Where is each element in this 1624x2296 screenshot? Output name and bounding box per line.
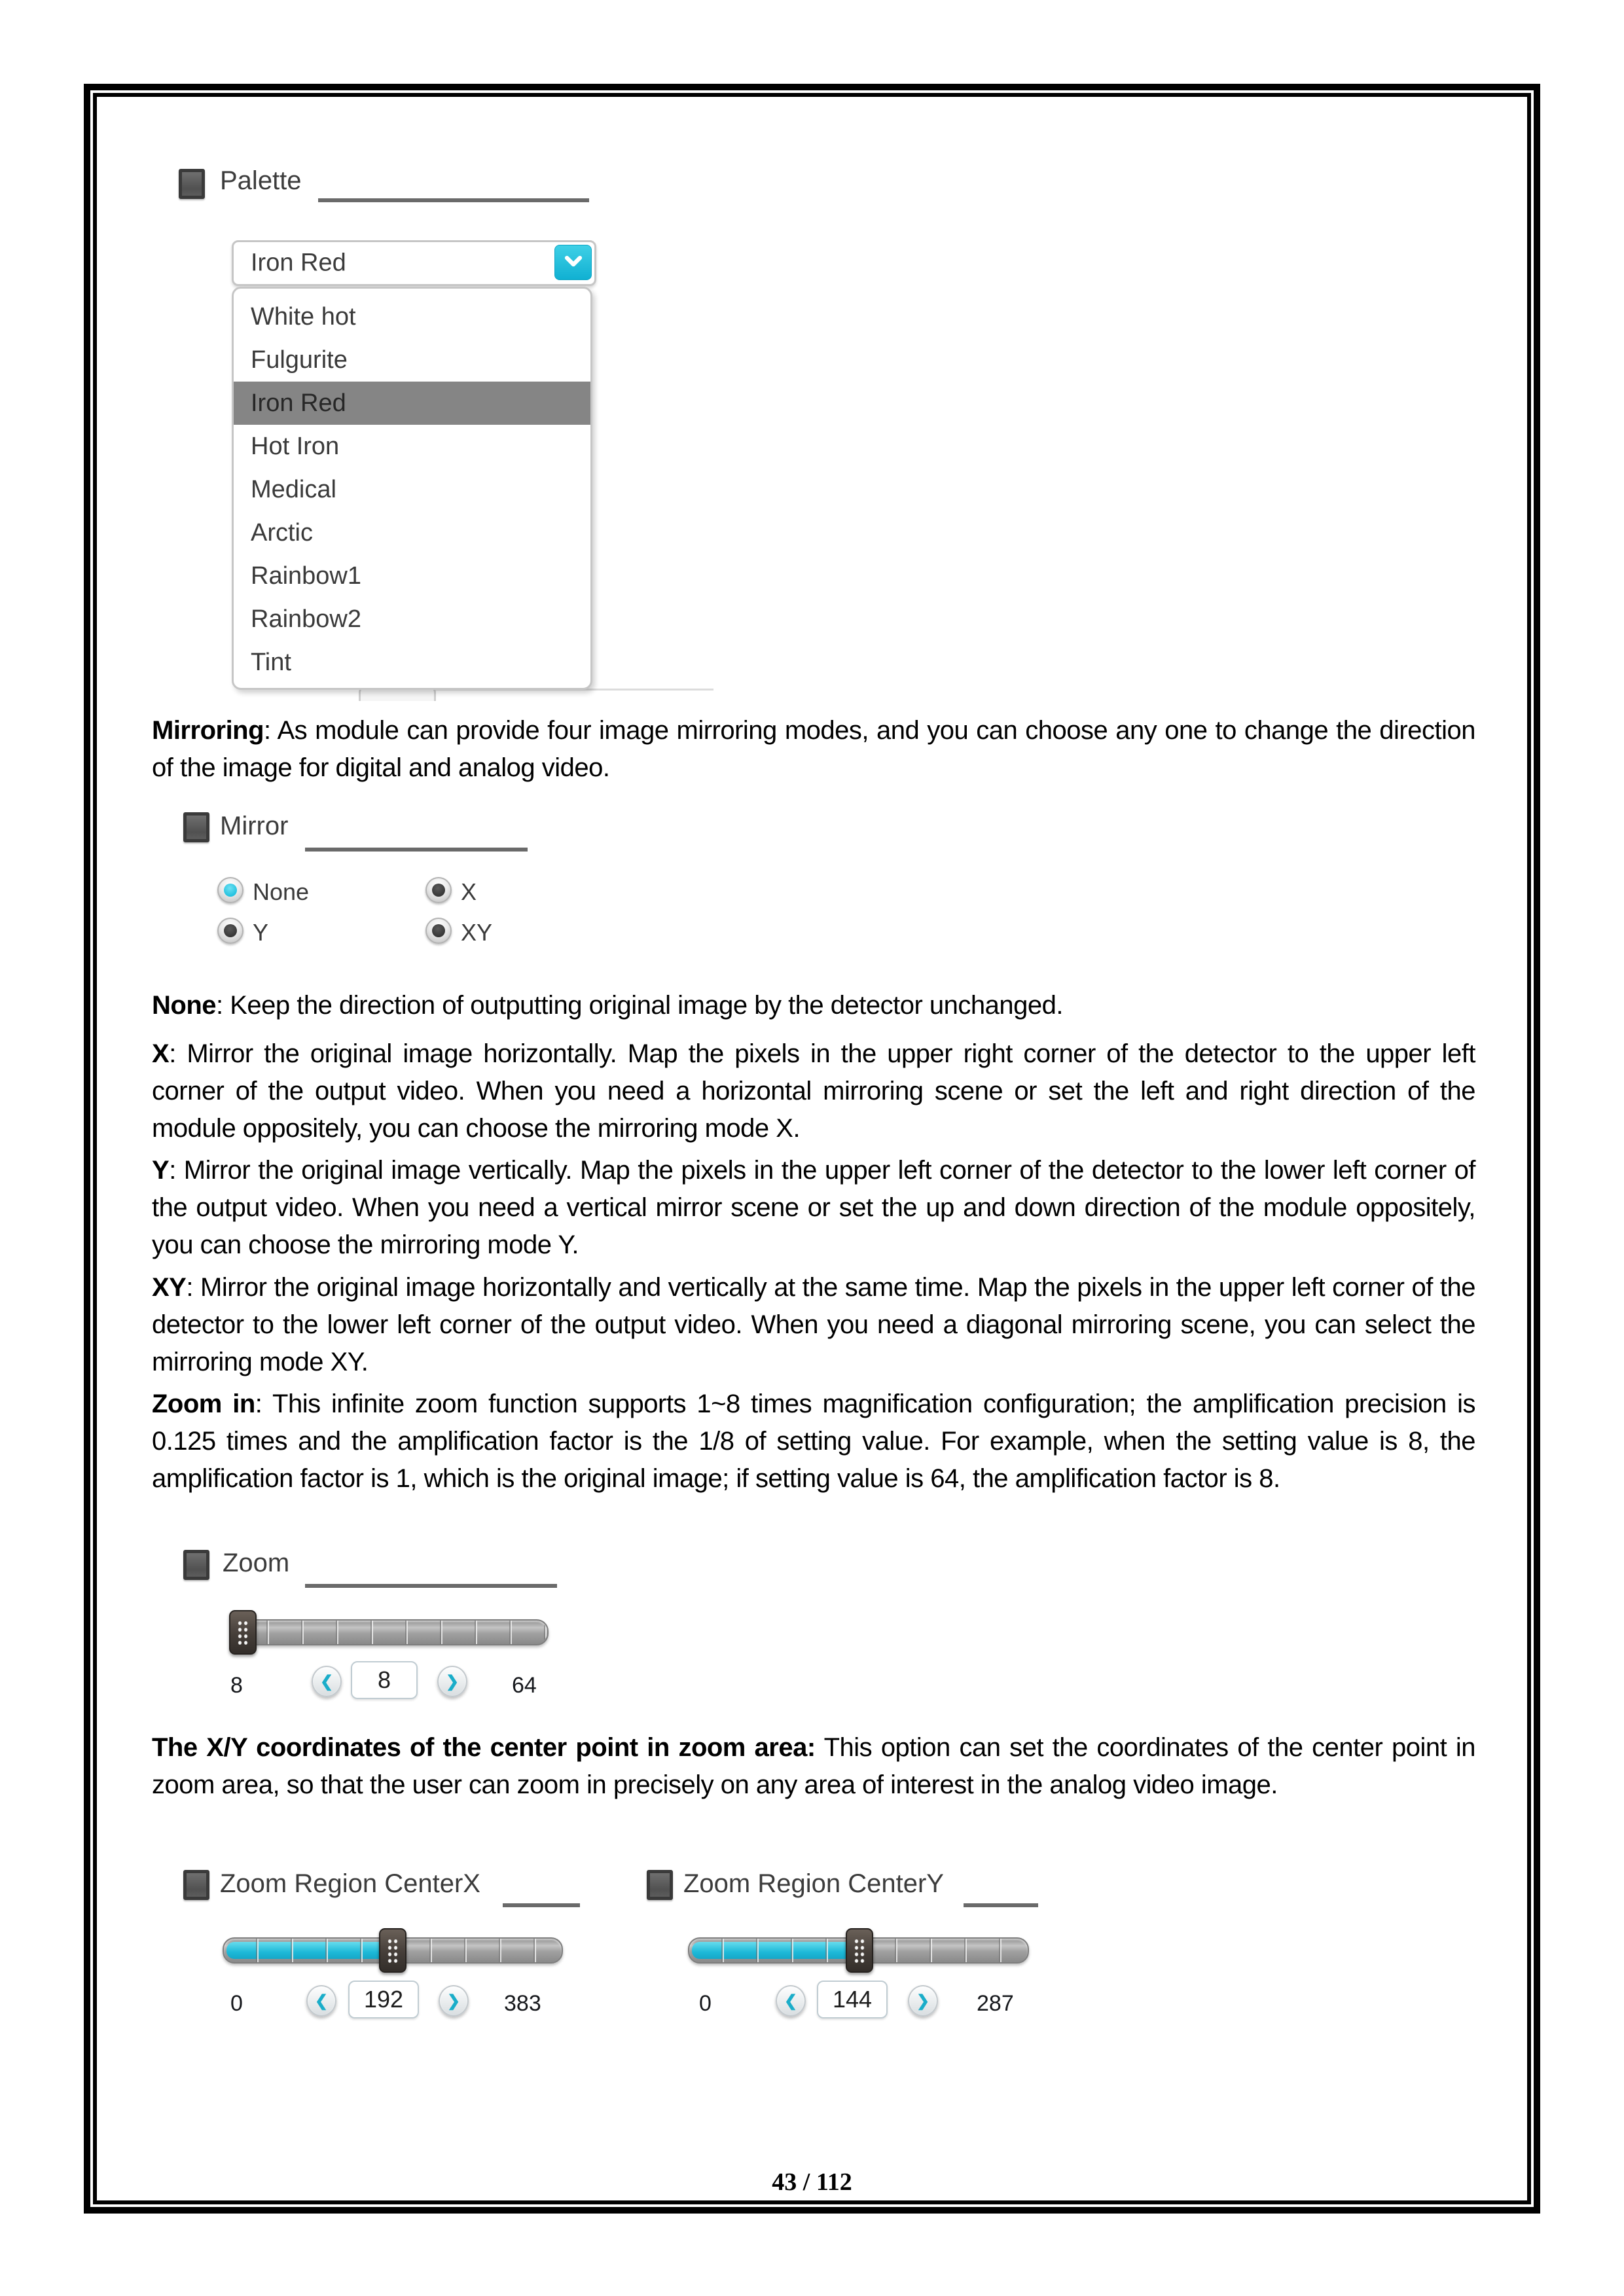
centery-value-input[interactable]: [817, 1981, 888, 2018]
centery-max-label: 287: [977, 1991, 1014, 2016]
mirror-radio-xy-label: XY: [461, 919, 493, 946]
zoom-min-label: 8: [230, 1673, 243, 1698]
zoom-label: Zoom: [223, 1549, 290, 1577]
centerx-value-input[interactable]: [348, 1981, 419, 2018]
zoom-label-underline: [305, 1584, 557, 1588]
paragraph-mirroring-lead: Mirroring: [152, 716, 264, 745]
zoom-slider-ticks: [234, 1621, 547, 1644]
palette-option-selected[interactable]: Iron Red: [234, 382, 590, 425]
palette-option[interactable]: White hot: [251, 303, 356, 331]
palette-option[interactable]: Medical: [251, 476, 336, 503]
mirror-radio-xy[interactable]: [425, 918, 452, 944]
page-number: 43 / 112: [772, 2168, 852, 2196]
centery-min-label: 0: [699, 1991, 712, 2016]
centerx-min-label: 0: [230, 1991, 243, 2016]
centery-decrease-button[interactable]: [776, 1985, 806, 2017]
paragraph-mirroring-text: : As module can provide four image mirroring modes, and you can choose any one to change the direction of the image for digital and analog video.: [152, 716, 1475, 782]
palette-option[interactable]: Arctic: [251, 519, 313, 547]
right-arrow-icon: ❯: [916, 1992, 930, 2010]
centerx-label-underline: [503, 1903, 580, 1907]
paragraph-x: [152, 1035, 1475, 1147]
paragraph-y: [152, 1152, 1475, 1264]
palette-option[interactable]: Tint: [251, 649, 291, 676]
paragraph-x-lead: X: [152, 1039, 170, 1068]
chevron-down-icon: [562, 250, 585, 276]
paragraph-y-text: : Mirror the original image vertically. Map the pixels in the upper left corner of the detector to the lower left corner of the output video. When you need a vertical mirror scene or set the up and down direction of the module oppositely, you can choose the mirroring mode Y.: [152, 1156, 1475, 1259]
paragraph-x-text: : Mirror the original image horizontally. Map the pixels in the upper right corner of the detector to the upper left corner of the output video. When you need a horizontal mirroring scene or set the left and right direction of the module oppositely, you can choose the mirroring mode X.: [152, 1039, 1475, 1143]
palette-dropdown-list: [232, 287, 592, 690]
paragraph-y-lead: Y: [152, 1156, 170, 1185]
mirror-label: Mirror: [220, 812, 289, 840]
paragraph-none: [152, 987, 1475, 1024]
mirror-label-underline: [305, 848, 528, 852]
mirror-radio-x-label: X: [461, 878, 477, 905]
zoom-max-label: 64: [512, 1673, 537, 1698]
centerx-field-icon: [183, 1870, 209, 1900]
palette-field-icon: [179, 169, 205, 199]
paragraph-zoomin-text: : This infinite zoom function supports 1~8 times magnification configuration; the amplification precision is 0.125 times and the amplification factor is the 1/8 of setting value. For example, when the setting value is 8, the amplification factor is 1, which is the original image; if setting value is 64, the amplification factor is 8.: [152, 1390, 1475, 1493]
centery-slider-handle[interactable]: [846, 1928, 873, 1973]
paragraph-none-text: : Keep the direction of outputting original image by the detector unchanged.: [216, 991, 1064, 1020]
palette-label: Palette: [220, 166, 302, 195]
paragraph-xy-text: : Mirror the original image horizontally and vertically at the same time. Map the pixels in the upper left corner of the detector to the lower left corner of the output video. When you need a diagonal mirroring scene, you can select the mirroring mode XY.: [152, 1273, 1475, 1376]
right-arrow-icon: ❯: [445, 1672, 460, 1691]
palette-option[interactable]: Fulgurite: [251, 346, 348, 374]
palette-label-underline: [318, 198, 589, 202]
paragraph-coords-lead: The X/Y coordinates of the center point in zoom area:: [152, 1733, 816, 1762]
palette-dropdown-button[interactable]: [554, 245, 592, 280]
mirror-radio-x[interactable]: [425, 877, 452, 903]
centery-field-icon: [647, 1870, 673, 1900]
paragraph-coords: [152, 1729, 1475, 1804]
zoom-field-icon: [183, 1550, 209, 1580]
palette-option[interactable]: Rainbow1: [251, 562, 361, 590]
paragraph-none-lead: None: [152, 991, 216, 1020]
paragraph-zoomin: [152, 1386, 1475, 1498]
left-arrow-icon: ❮: [314, 1992, 329, 2010]
left-arrow-icon: ❮: [319, 1672, 334, 1691]
paragraph-xy: [152, 1269, 1475, 1381]
centery-label: Zoom Region CenterY: [683, 1869, 944, 1898]
mirror-radio-y[interactable]: [217, 918, 244, 944]
left-arrow-icon: ❮: [784, 1992, 798, 2010]
mirror-radio-y-label: Y: [253, 919, 269, 946]
palette-selected-value: Iron Red: [251, 249, 346, 277]
paragraph-coords-text: This option can set the coordinates of the center point in zoom area, so that the user can zoom in precisely on any area of interest in the analog video image.: [152, 1733, 1475, 1799]
centerx-decrease-button[interactable]: [306, 1985, 336, 2017]
centery-label-underline: [964, 1903, 1038, 1907]
right-arrow-icon: ❯: [446, 1992, 461, 2010]
zoom-increase-button[interactable]: [437, 1666, 467, 1697]
palette-select[interactable]: [232, 240, 596, 286]
centery-increase-button[interactable]: [908, 1985, 938, 2017]
centerx-max-label: 383: [504, 1991, 541, 2016]
paragraph-zoomin-lead: Zoom in: [152, 1390, 255, 1418]
mirror-radio-none-label: None: [253, 878, 310, 905]
zoom-slider-handle[interactable]: [229, 1610, 257, 1655]
zoom-value-input[interactable]: [351, 1661, 418, 1699]
palette-option[interactable]: Hot Iron: [251, 433, 340, 460]
mirror-radio-none[interactable]: [217, 877, 244, 903]
paragraph-mirroring: [152, 712, 1475, 787]
centerx-slider-handle[interactable]: [379, 1928, 406, 1973]
centerx-label: Zoom Region CenterX: [220, 1869, 480, 1898]
paragraph-xy-lead: XY: [152, 1273, 187, 1302]
palette-option[interactable]: Rainbow2: [251, 605, 361, 633]
zoom-decrease-button[interactable]: [312, 1666, 342, 1697]
centerx-increase-button[interactable]: [439, 1985, 469, 2017]
mirror-field-icon: [183, 812, 209, 842]
zoom-slider-track[interactable]: [233, 1619, 549, 1645]
